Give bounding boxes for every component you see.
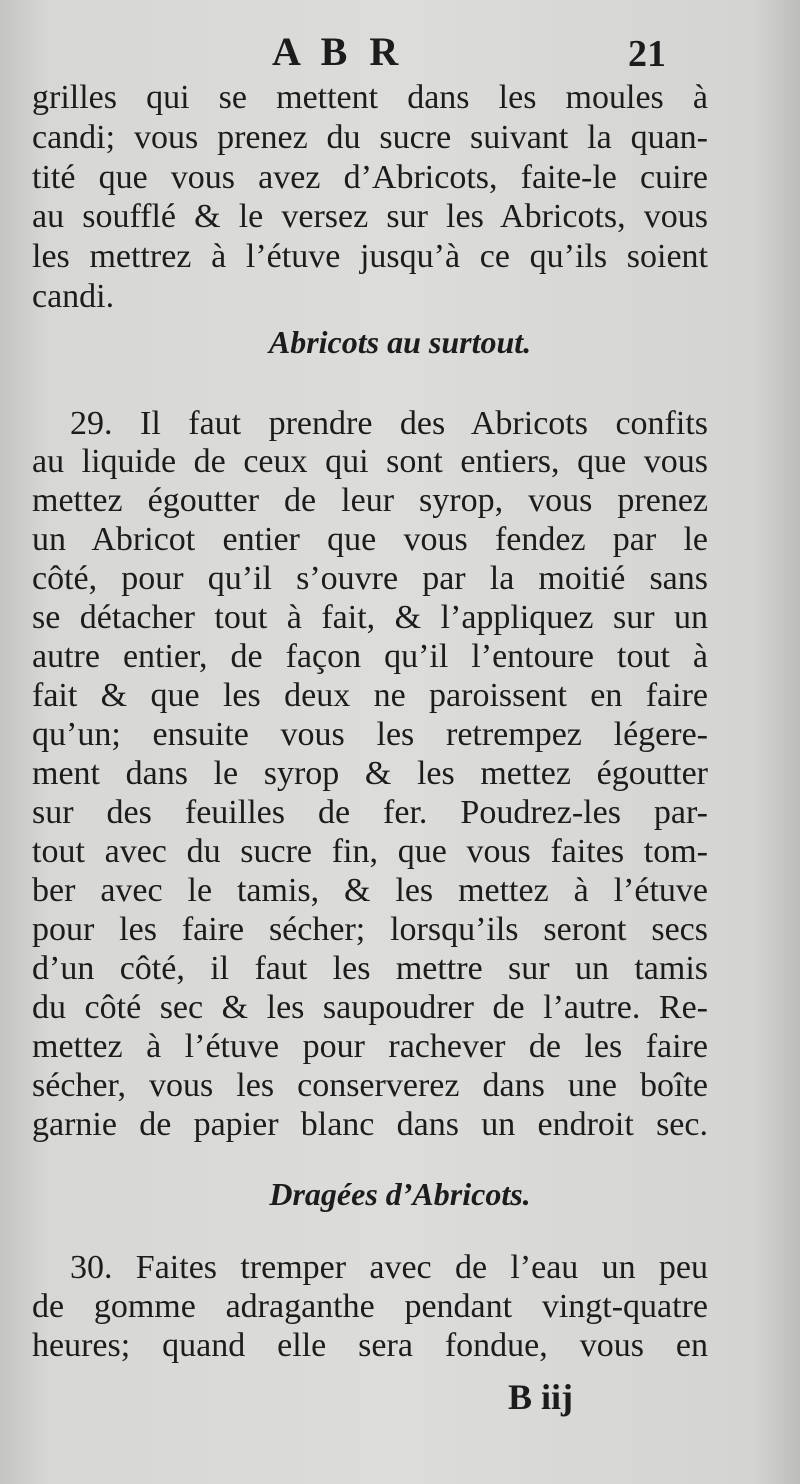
text-line: sur des feuilles de fer. Poudrez-les par- xyxy=(32,794,708,831)
text-line: heures; quand elle sera fondue, vous en xyxy=(32,1327,708,1364)
text-line: d’un côté, il faut les mettre sur un tamis xyxy=(32,950,708,987)
page-number: 21 xyxy=(628,33,666,75)
text-line: tout avec du sucre fin, que vous faites tom- xyxy=(32,833,708,870)
text-line: mettez à l’étuve pour rachever de les faire xyxy=(32,1028,708,1065)
text-line: au soufflé & le versez sur les Abricots, vous xyxy=(32,198,708,235)
page-header xyxy=(0,28,800,78)
text-line: les mettrez à l’étuve jusqu’à ce qu’ils soient xyxy=(32,238,708,275)
text-line: se détacher tout à fait, & l’appliquez sur un xyxy=(32,599,708,636)
signature-mark: B iij xyxy=(508,1377,574,1417)
text-line: garnie de papier blanc dans un endroit sec. xyxy=(32,1106,708,1143)
text-line: au liquide de ceux qui sont entiers, que vous xyxy=(32,443,708,480)
running-head: A B R xyxy=(272,29,405,74)
text-line: qu’un; ensuite vous les retrempez légere- xyxy=(32,716,708,753)
text-line: candi; vous prenez du sucre suivant la quan- xyxy=(32,119,708,156)
text-line: ment dans le syrop & les mettez égoutter xyxy=(32,755,708,792)
text-line: pour les faire sécher; lorsqu’ils seront secs xyxy=(32,911,708,948)
paragraph-first-line: 29. Il faut prendre des Abricots confits xyxy=(70,405,708,442)
text-line: tité que vous avez d’Abricots, faite-le cuire xyxy=(32,159,708,196)
text-line: sécher, vous les conserverez dans une boîte xyxy=(32,1067,708,1104)
text-line: de gomme adraganthe pendant vingt-quatre xyxy=(32,1288,708,1325)
section-title: Dragées d’Abricots. xyxy=(269,1176,531,1212)
section-title: Abricots au surtout. xyxy=(268,324,532,360)
paragraph-first-line: 30. Faites tremper avec de l’eau un peu xyxy=(70,1249,708,1286)
text-line: ber avec le tamis, & les mettez à l’étuve xyxy=(32,872,708,909)
text-line: un Abricot entier que vous fendez par le xyxy=(32,521,708,558)
text-line: grilles qui se mettent dans les moules à xyxy=(32,79,708,116)
text-line: fait & que les deux ne paroissent en faire xyxy=(32,677,708,714)
text-line: côté, pour qu’il s’ouvre par la moitié sans xyxy=(32,560,708,597)
text-line: candi. xyxy=(32,278,115,315)
text-line: mettez égoutter de leur syrop, vous prenez xyxy=(32,482,708,519)
text-line: du côté sec & les saupoudrer de l’autre. Re- xyxy=(32,989,708,1026)
text-line: autre entier, de façon qu’il l’entoure tout à xyxy=(32,638,708,675)
